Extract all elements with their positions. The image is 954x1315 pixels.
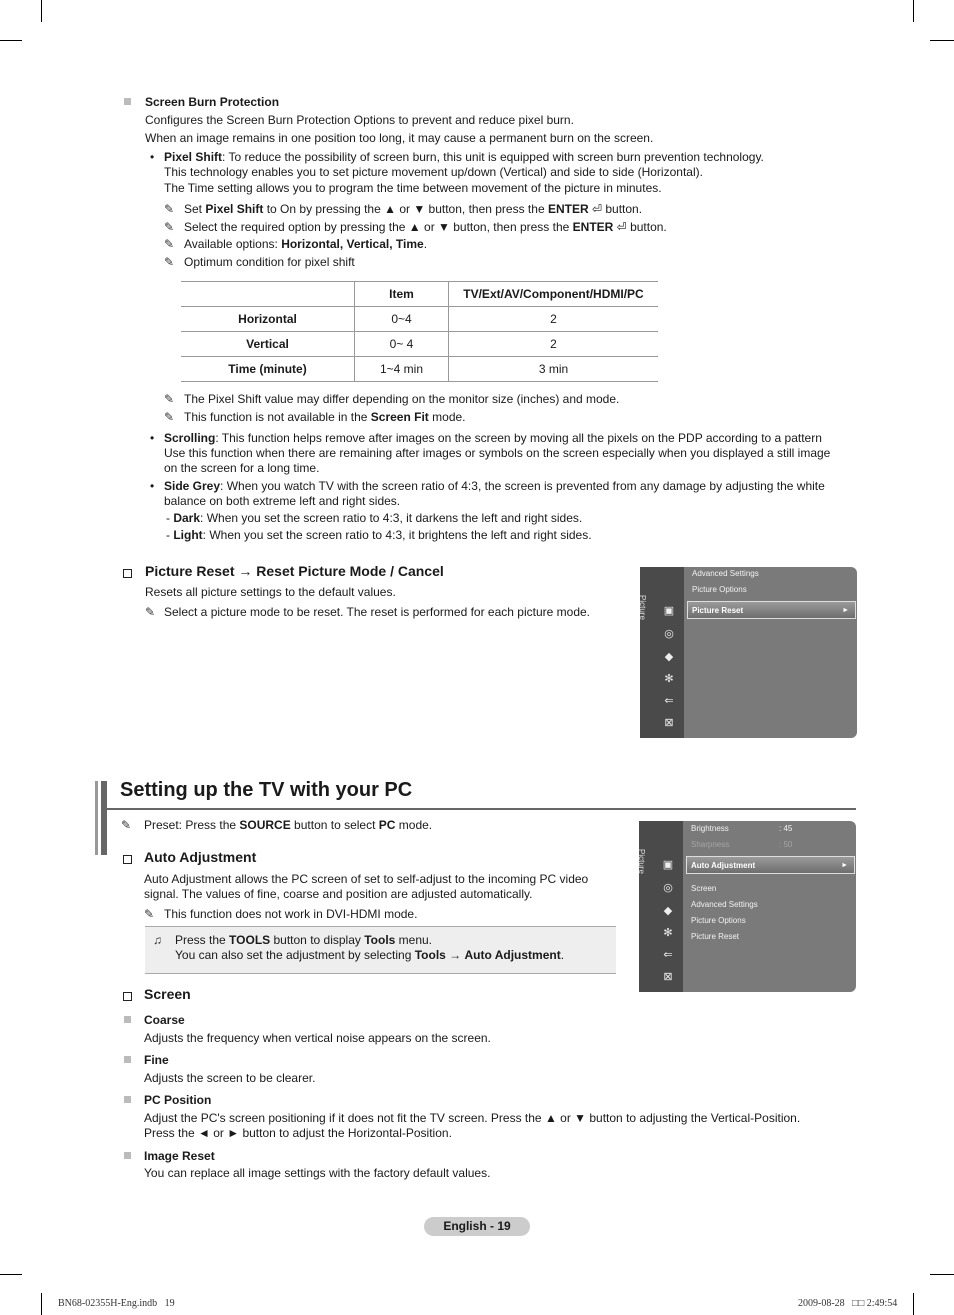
checkbox-bullet-icon <box>123 569 132 578</box>
note-icon: ✎ <box>164 255 175 269</box>
image-reset-heading: Image Reset <box>144 1149 215 1163</box>
burn-p2: When an image remains in one position too long, it may cause a permanent burn on the screen. <box>145 131 654 145</box>
table-row <box>181 307 658 332</box>
enter-icon: ⏎ <box>616 220 627 234</box>
pixel-shift-l2: This technology enables you to set picture movement up/down (Vertical) and side to side (Horizontal). <box>164 165 703 179</box>
application-icon: ⊠ <box>663 971 673 983</box>
fine-text: Adjusts the screen to be clearer. <box>144 1071 316 1085</box>
picture-icon: ▣ <box>663 605 675 617</box>
menu-item-picture-options[interactable]: Picture Options <box>692 585 747 594</box>
table-cell: Time (minute) <box>181 357 355 382</box>
burn-p1: Configures the Screen Burn Protection Options to prevent and reduce pixel burn. <box>145 113 574 127</box>
bullet-icon: • <box>150 150 155 164</box>
reset-note: Select a picture mode to be reset. The reset is performed for each picture mode. <box>164 605 590 619</box>
note-screen-fit: This function is not available in the Screen Fit mode. <box>184 410 466 424</box>
tip-line1: Press the TOOLS button to display Tools menu. <box>175 933 433 947</box>
title-underline <box>107 808 856 810</box>
crop-mark <box>0 1274 22 1275</box>
menu-item-brightness[interactable]: Brightness <box>691 824 729 833</box>
table-cell: Horizontal <box>181 307 355 332</box>
note-monitor-size: The Pixel Shift value may differ depending on the monitor size (inches) and mode. <box>184 392 620 406</box>
square-bullet-icon <box>124 1096 131 1103</box>
square-bullet-icon <box>124 98 131 105</box>
page-title: Setting up the TV with your PC <box>120 779 413 801</box>
note-icon: ✎ <box>164 202 175 216</box>
note-icon: ✎ <box>144 907 155 921</box>
crop-mark <box>930 40 954 41</box>
sound-icon: ◎ <box>663 882 673 894</box>
checkbox-bullet-icon <box>123 855 132 864</box>
brightness-value: : 45 <box>779 824 793 833</box>
tv-menu-auto-adjustment <box>639 821 856 992</box>
reset-p1: Resets all picture settings to the default values. <box>145 585 396 599</box>
auto-p2: signal. The values of fine, coarse and position are adjusted automatically. <box>144 887 533 901</box>
scrolling-l3: on the screen for a long time. <box>164 461 320 475</box>
screen-heading: Screen <box>144 986 191 1002</box>
table-cell: 0~4 <box>355 307 449 332</box>
table-cell: 2 <box>449 332 659 357</box>
side-grey-l2: balance on both extreme left and right sides. <box>164 494 401 508</box>
pixel-shift-table <box>181 281 658 382</box>
auto-heading: Auto Adjustment <box>144 849 257 865</box>
input-icon: ⇐ <box>664 695 674 707</box>
menu-item-picture-reset[interactable]: Picture Reset ► <box>687 601 856 619</box>
note-icon: ✎ <box>164 237 175 251</box>
picture-icon: ▣ <box>662 859 674 871</box>
setup-icon: ✻ <box>664 673 674 685</box>
tip-line2: You can also set the adjustment by selecting Tools → Auto Adjustment. <box>175 948 565 962</box>
bullet-icon: • <box>150 479 155 493</box>
tools-tip-icon: ♫ <box>153 933 162 947</box>
note-icon: ✎ <box>164 410 175 424</box>
square-bullet-icon <box>124 1056 131 1063</box>
pc-position-text2: Press the ◄ or ► button to adjust the Horizontal-Position. <box>144 1126 452 1140</box>
crop-mark <box>930 1274 954 1275</box>
sound-icon: ◎ <box>664 628 674 640</box>
table-cell: 3 min <box>449 357 659 382</box>
table-cell: 1~4 min <box>355 357 449 382</box>
crop-mark <box>913 0 914 22</box>
table-cell: 2 <box>449 307 659 332</box>
menu-item-picture-reset[interactable]: Picture Reset <box>691 932 740 941</box>
crop-mark <box>913 1293 914 1315</box>
note-set-pixel-shift: Set Pixel Shift to On by pressing the ▲ or ▼ button, then press the ENTER ⏎ button. <box>184 202 643 216</box>
crop-mark <box>0 40 22 41</box>
checkbox-bullet-icon <box>123 992 132 1001</box>
page-number: English - 19 <box>424 1217 530 1236</box>
square-bullet-icon <box>124 1016 131 1023</box>
table-header-cell: TV/Ext/AV/Component/HDMI/PC <box>449 282 659 307</box>
table-header-cell: Item <box>355 282 449 307</box>
input-icon: ⇐ <box>663 949 673 961</box>
pixel-shift-l1: Pixel Shift: To reduce the possibility of screen burn, this unit is equipped with screen burn prevention technology. <box>164 150 764 164</box>
application-icon: ⊠ <box>664 717 674 729</box>
setup-icon: ✻ <box>663 927 673 939</box>
square-bullet-icon <box>124 1152 131 1159</box>
side-grey-l1: Side Grey: When you watch TV with the screen ratio of 4:3, the screen is prevented from any damage by adjusting the white <box>164 479 825 493</box>
side-grey-light: - Light: When you set the screen ratio to 4:3, it brightens the left and right sides. <box>166 528 592 542</box>
menu-item-advanced-settings[interactable]: Advanced Settings <box>691 900 758 909</box>
table-row <box>181 332 658 357</box>
table-header-cell <box>181 282 355 307</box>
side-grey-dark: - Dark: When you set the screen ratio to 4:3, it darkens the left and right sides. <box>166 511 583 525</box>
crop-mark <box>41 0 42 22</box>
crop-mark <box>41 1293 42 1315</box>
note-available-options: Available options: Horizontal, Vertical, Time. <box>184 237 428 251</box>
coarse-heading: Coarse <box>144 1013 185 1027</box>
menu-item-picture-options[interactable]: Picture Options <box>691 916 746 925</box>
bullet-icon: • <box>150 431 155 445</box>
preset-note: Preset: Press the SOURCE button to select PC mode. <box>144 818 433 832</box>
footer-date: 2009-08-28 □□ 2:49:54 <box>798 1298 898 1309</box>
table-header-row <box>181 282 658 307</box>
auto-note: This function does not work in DVI-HDMI mode. <box>164 907 418 921</box>
sharpness-value: : 50 <box>779 840 793 849</box>
menu-item-sharpness[interactable]: Sharpness <box>691 840 730 849</box>
reset-heading: Picture Reset → Reset Picture Mode / Cancel <box>145 563 444 579</box>
menu-item-screen[interactable]: Screen <box>691 884 717 893</box>
menu-item-auto-adjustment[interactable]: Auto Adjustment ► <box>686 856 855 874</box>
note-icon: ✎ <box>145 605 156 619</box>
note-optimum: Optimum condition for pixel shift <box>184 255 355 269</box>
note-icon: ✎ <box>164 220 175 234</box>
pixel-shift-l3: The Time setting allows you to program the time between movement of the picture in minutes. <box>164 181 662 195</box>
channel-icon: ◆ <box>663 905 673 917</box>
channel-icon: ◆ <box>664 651 674 663</box>
note-icon: ✎ <box>164 392 175 406</box>
image-reset-text: You can replace all image settings with the factory default values. <box>144 1166 491 1180</box>
pc-position-heading: PC Position <box>144 1093 212 1107</box>
auto-p1: Auto Adjustment allows the PC screen of set to self-adjust to the incoming PC video <box>144 872 589 886</box>
title-bar-accent <box>95 781 98 855</box>
note-select-option: Select the required option by pressing the ▲ or ▼ button, then press the ENTER ⏎ button. <box>184 220 667 234</box>
burn-heading: Screen Burn Protection <box>145 95 280 109</box>
scrolling-l2: Use this function when there are remaining after images or symbols on the screen especially when you displayed a still image <box>164 446 831 460</box>
title-bar-accent <box>101 781 107 855</box>
table-row <box>181 357 658 382</box>
arrow-right-icon: ► <box>841 862 848 869</box>
scrolling-l1: Scrolling: This function helps remove after images on the screen by moving all the pixels on the PDP according to a pattern <box>164 431 822 445</box>
menu-side-label: Picture <box>637 849 646 874</box>
table-cell: Vertical <box>181 332 355 357</box>
table-cell: 0~ 4 <box>355 332 449 357</box>
menu-item-advanced-settings[interactable]: Advanced Settings <box>692 569 759 578</box>
menu-side-label: Picture <box>638 595 647 620</box>
coarse-text: Adjusts the frequency when vertical noise appears on the screen. <box>144 1031 491 1045</box>
enter-icon: ⏎ <box>591 202 603 216</box>
fine-heading: Fine <box>144 1053 169 1067</box>
note-icon: ✎ <box>121 818 132 832</box>
pc-position-text1: Adjust the PC's screen positioning if it does not fit the TV screen. Press the ▲ or ▼ button to adjusting the Vertical-Position. <box>144 1111 801 1125</box>
footer-file: BN68-02355H-Eng.indb 19 <box>58 1298 175 1309</box>
arrow-right-icon: ► <box>842 607 849 614</box>
tv-menu-picture-reset <box>640 567 857 738</box>
